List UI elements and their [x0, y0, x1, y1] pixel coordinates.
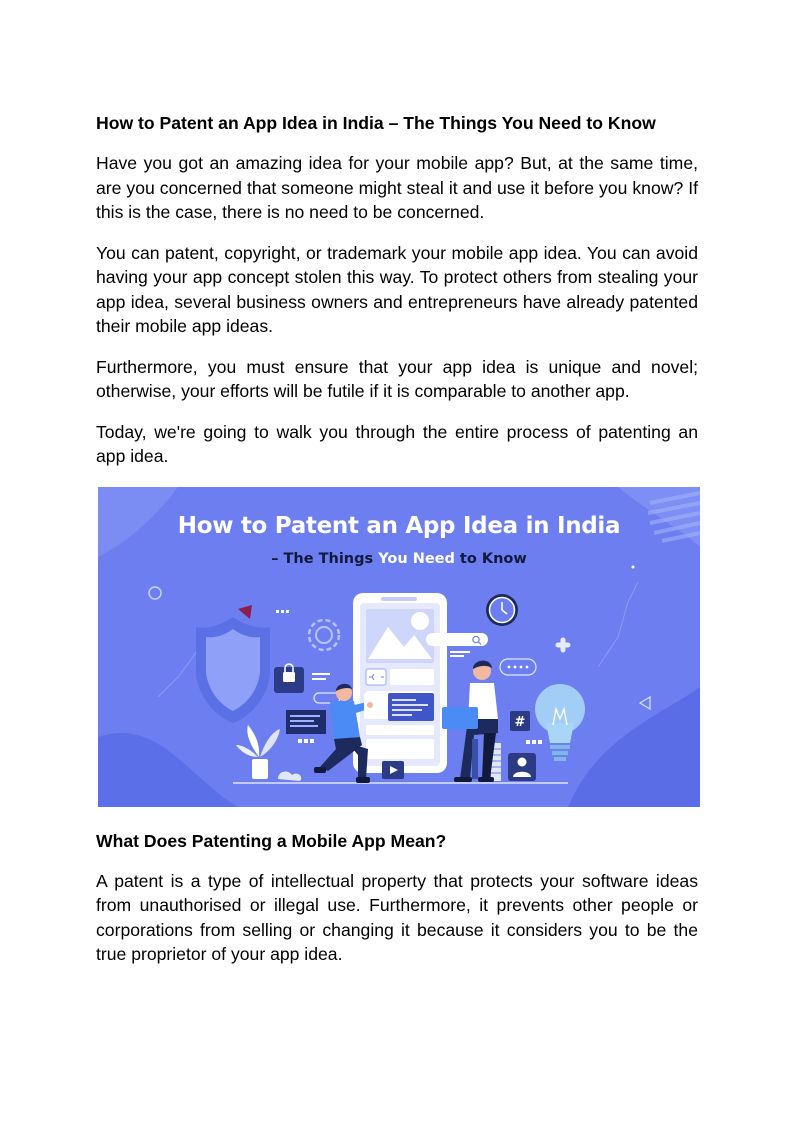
article-title: How to Patent an App Idea in India – The Things You Need to Know — [96, 113, 656, 133]
circle-decoration — [149, 587, 161, 599]
clock-icon — [486, 594, 518, 626]
plus-icon — [558, 640, 568, 650]
cloud-icon — [278, 771, 301, 780]
search-icon — [426, 633, 488, 646]
triangle-decoration — [640, 697, 650, 709]
paragraph-intro: Have you got an amazing idea for your mobile app? But, at the same time, are you concerned that someone might steal it and use it before you know? If this is the case, there is no need to be concerned. — [96, 153, 698, 222]
banner-subtitle-prefix: – The Things — [271, 550, 379, 567]
paragraph-patent-definition: A patent is a type of intellectual property that protects your software ideas from unauthorised or illegal use. Furthermore, it prevents other people or corporations from selling or changing it because it considers you to be the true proprietor of your app idea. — [96, 870, 698, 964]
section-heading: What Does Patenting a Mobile App Mean? — [96, 830, 447, 851]
banner-subtitle — [98, 551, 700, 567]
phone-icon — [353, 593, 447, 773]
user-icon — [508, 753, 536, 781]
plant-icon — [236, 725, 280, 779]
banner-image — [98, 487, 700, 807]
paragraph-uniqueness: Furthermore, you must ensure that your app idea is unique and novel; otherwise, your efforts will be futile if it is comparable to another app. — [96, 356, 698, 401]
lightbulb-icon — [535, 684, 585, 761]
paragraph-walkthrough: Today, we're going to walk you through the entire process of patenting an app idea. — [96, 421, 698, 466]
banner-title: How to Patent an App Idea in India — [177, 512, 621, 539]
bg-blob-bottom-left — [98, 733, 238, 807]
document-page — [96, 111, 698, 967]
code-window-icon — [286, 710, 326, 734]
bg-blob-bottom-right — [568, 687, 700, 807]
svg-text:#: # — [514, 714, 526, 730]
paragraph-protection: You can patent, copyright, or trademark your mobile app idea. You can avoid having your app concept stolen this way. To protect others from stealing your app idea, several business owners and entrepreneurs have already patented their mobile app ideas. — [96, 242, 698, 336]
sitting-person-illustration — [442, 660, 498, 781]
gear-icon — [309, 620, 339, 650]
pointer-icon — [238, 605, 252, 619]
hashtag-icon — [510, 711, 530, 731]
banner-subtitle-suffix: to Know — [454, 550, 527, 567]
lock-icon — [274, 664, 304, 693]
banner-subtitle-highlight: You Need — [378, 550, 455, 567]
shield-icon — [196, 617, 270, 723]
code-panel — [388, 693, 434, 721]
chat-bubble-icon — [500, 659, 536, 675]
